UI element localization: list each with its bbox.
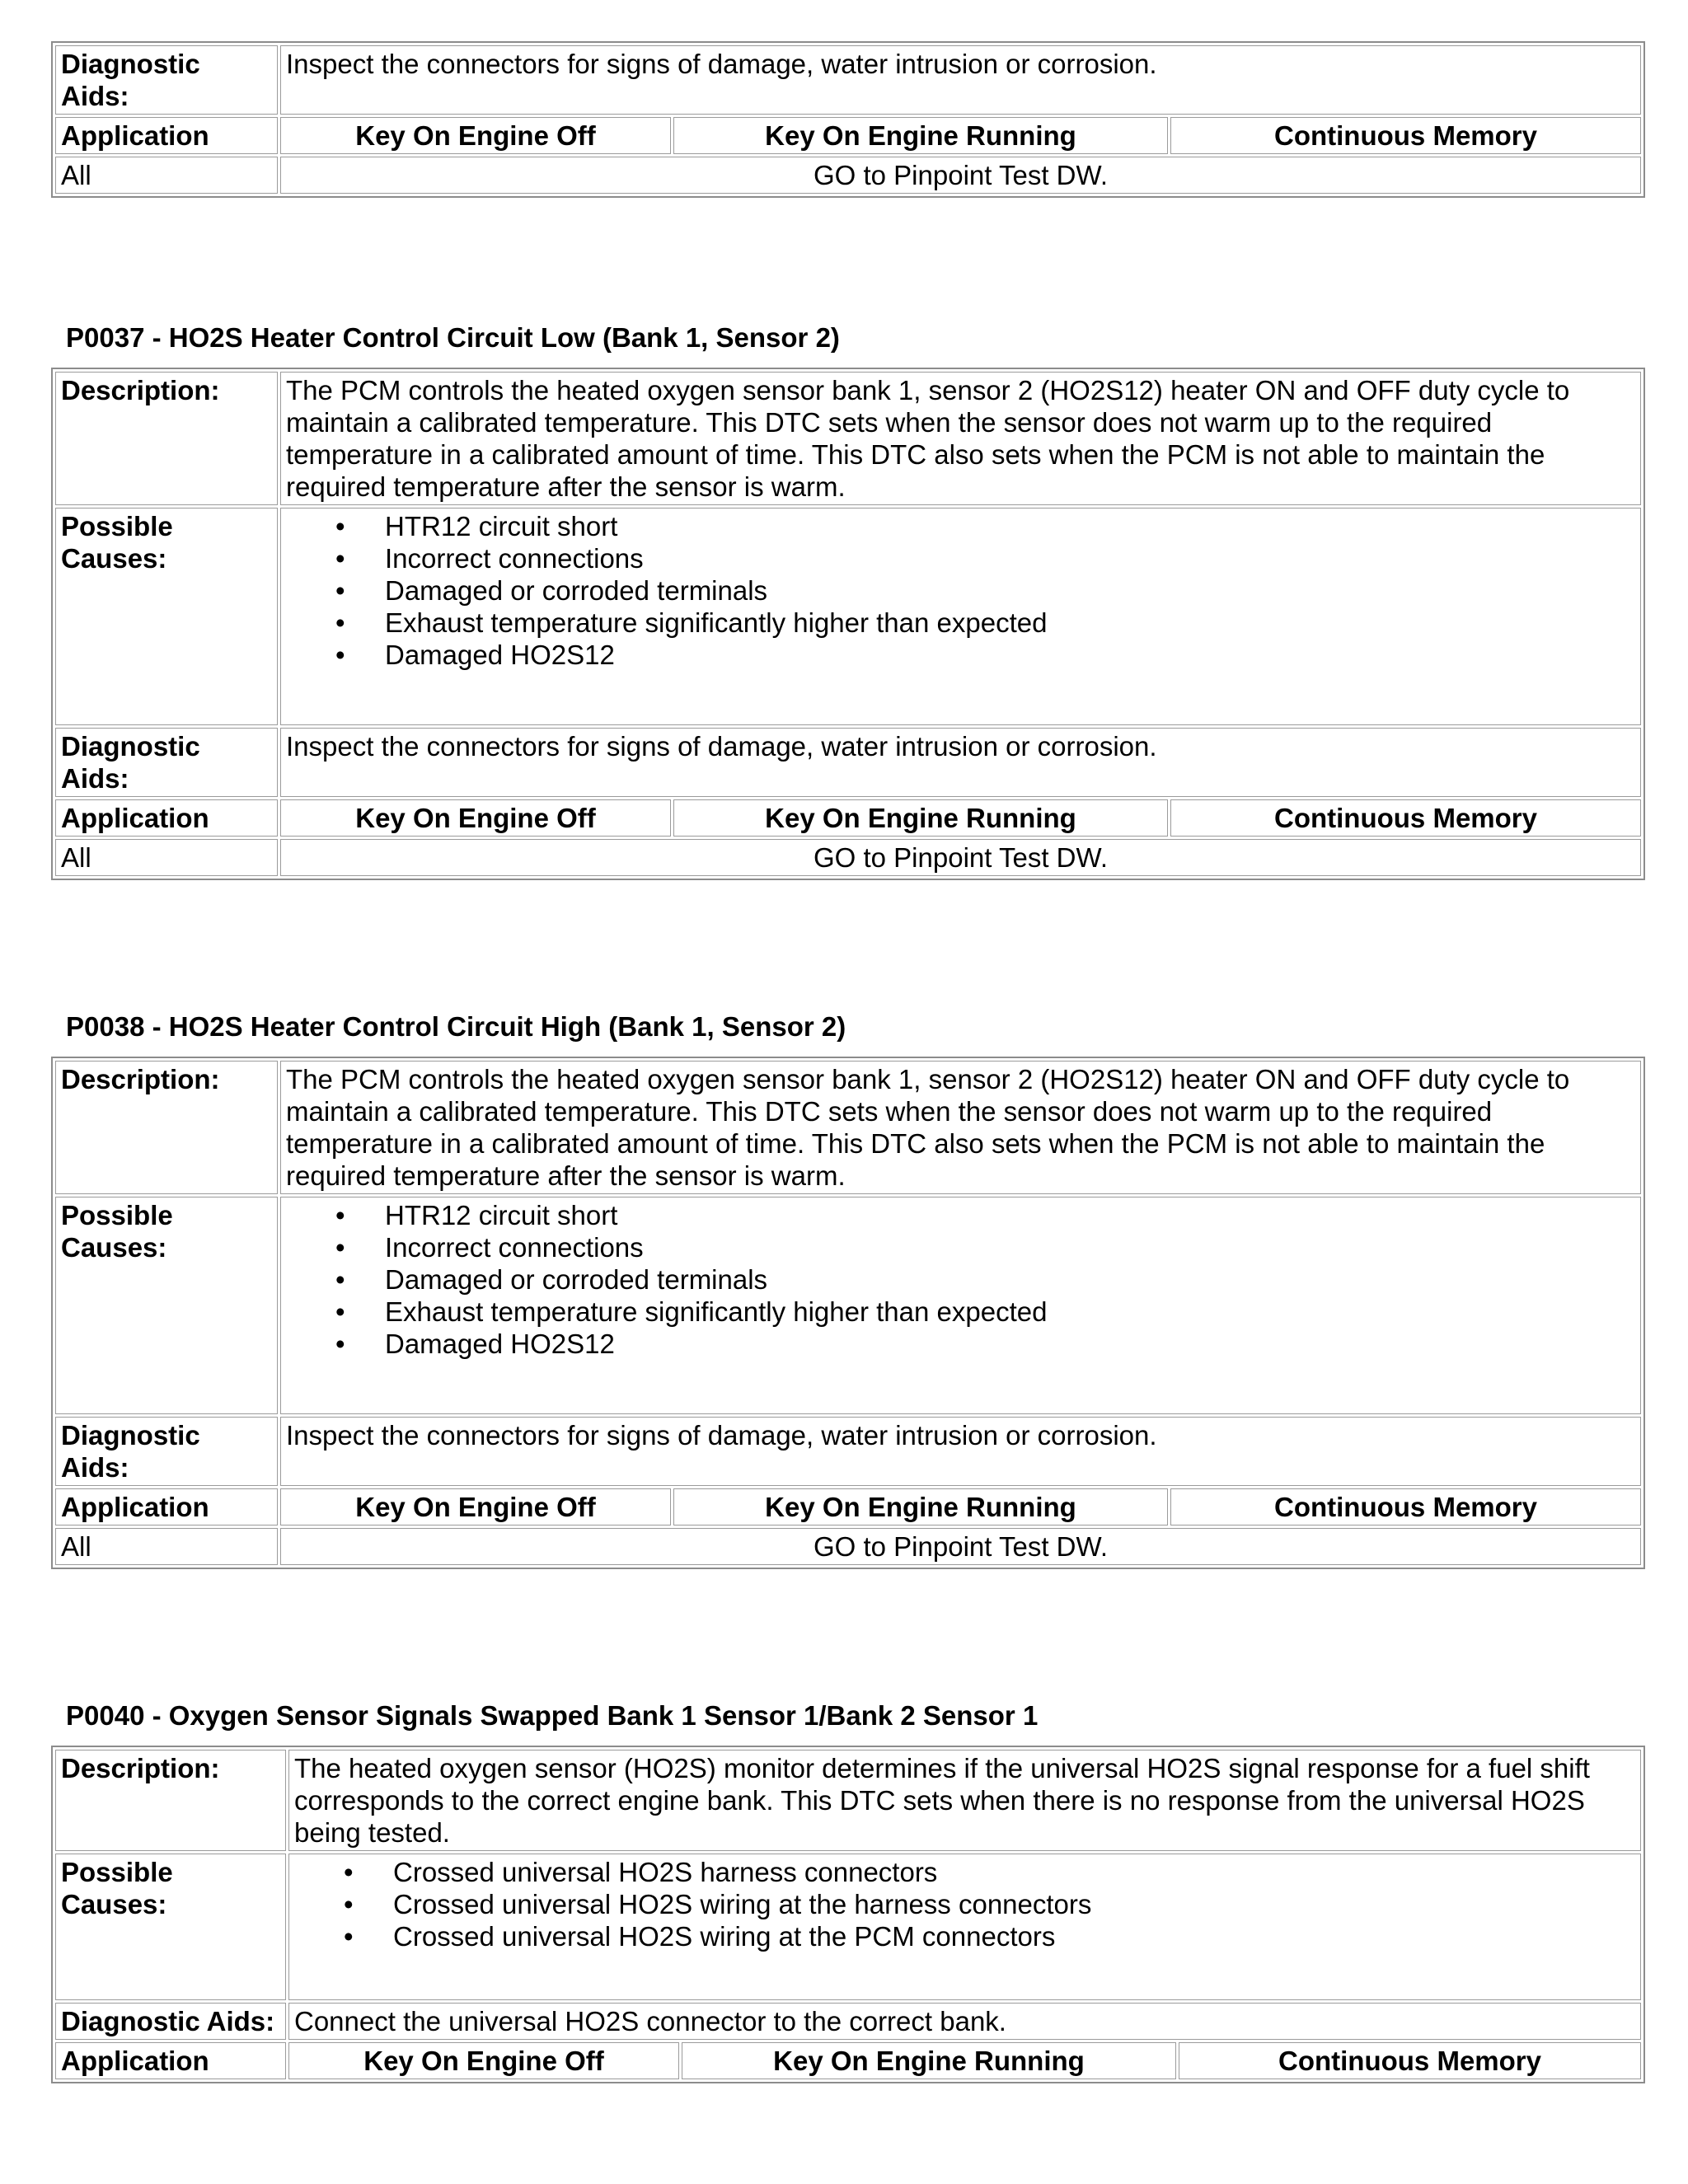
diagnostic-aids-text: Inspect the connectors for signs of damage, water intrusion or corrosion. [280, 45, 1641, 115]
possible-causes-label: Possible Causes: [55, 1197, 278, 1414]
description-text: The heated oxygen sensor (HO2S) monitor determines if the universal HO2S signal response for a fuel shift corresponds to the correct engine bank. This DTC sets when there is no response from the universal HO2S being tested. [288, 1750, 1641, 1851]
cause-item: • Damaged HO2S12 [385, 1328, 1635, 1360]
diagnostic-aids-label: Diagnostic Aids: [55, 1417, 278, 1486]
pinpoint-test-action: GO to Pinpoint Test DW. [280, 157, 1641, 194]
continuous-memory-header: Continuous Memory [1170, 117, 1641, 154]
cause-item: • Exhaust temperature significantly higher than expected [385, 607, 1635, 639]
application-header: Application [55, 2042, 286, 2079]
cause-item: • Damaged or corroded terminals [385, 1263, 1635, 1296]
dtc-table-p0038 [51, 1057, 1645, 1569]
koeo-header: Key On Engine Off [280, 1488, 671, 1526]
koer-header: Key On Engine Running [682, 2042, 1176, 2079]
dtc-table-previous [51, 41, 1645, 198]
diagnostic-aids-label: Diagnostic Aids: [55, 45, 278, 115]
cause-item: • Crossed universal HO2S wiring at the PCM connectors [393, 1920, 1635, 1952]
pinpoint-test-action: GO to Pinpoint Test DW. [280, 1528, 1641, 1565]
cause-item: • HTR12 circuit short [385, 1199, 1635, 1231]
cause-item: • Incorrect connections [385, 1231, 1635, 1263]
continuous-memory-header: Continuous Memory [1179, 2042, 1641, 2079]
description-label: Description: [55, 1061, 278, 1194]
cause-item: • Crossed universal HO2S harness connectors [393, 1856, 1635, 1888]
possible-causes-label: Possible Causes: [55, 1854, 286, 2000]
application-value: All [55, 1528, 278, 1565]
possible-causes-list [280, 508, 1641, 725]
diagnostic-aids-text: Inspect the connectors for signs of damage, water intrusion or corrosion. [280, 728, 1641, 797]
possible-causes-label: Possible Causes: [55, 508, 278, 725]
koer-header: Key On Engine Running [673, 117, 1168, 154]
koeo-header: Key On Engine Off [288, 2042, 679, 2079]
cause-item: • Incorrect connections [385, 542, 1635, 574]
diagnostic-aids-text: Connect the universal HO2S connector to the correct bank. [288, 2003, 1641, 2040]
description-label: Description: [55, 372, 278, 505]
diagnostic-aids-label: Diagnostic Aids: [55, 728, 278, 797]
dtc-title-p0038: P0038 - HO2S Heater Control Circuit High (Bank 1, Sensor 2) [66, 1011, 846, 1042]
diagnostic-aids-label: Diagnostic Aids: [55, 2003, 286, 2040]
dtc-table-p0037 [51, 368, 1645, 880]
cause-item: • Damaged HO2S12 [385, 639, 1635, 671]
cause-item: • HTR12 circuit short [385, 510, 1635, 542]
description-text: The PCM controls the heated oxygen sensor bank 1, sensor 2 (HO2S12) heater ON and OFF duty cycle to maintain a calibrated temperature. This DTC sets when the sensor does not warm up to the required temperature in a calibrated amount of time. This DTC also sets when the PCM is not able to maintain the required temperature after the sensor is warm. [280, 1061, 1641, 1194]
cause-item: • Exhaust temperature significantly higher than expected [385, 1296, 1635, 1328]
koer-header: Key On Engine Running [673, 799, 1168, 837]
application-value: All [55, 839, 278, 876]
dtc-title-p0037: P0037 - HO2S Heater Control Circuit Low (Bank 1, Sensor 2) [66, 322, 840, 353]
application-header: Application [55, 1488, 278, 1526]
koeo-header: Key On Engine Off [280, 117, 671, 154]
continuous-memory-header: Continuous Memory [1170, 1488, 1641, 1526]
pinpoint-test-action: GO to Pinpoint Test DW. [280, 839, 1641, 876]
possible-causes-list [288, 1854, 1641, 2000]
dtc-table-p0040 [51, 1746, 1645, 2083]
koer-header: Key On Engine Running [673, 1488, 1168, 1526]
application-value: All [55, 157, 278, 194]
dtc-title-p0040: P0040 - Oxygen Sensor Signals Swapped Bank 1 Sensor 1/Bank 2 Sensor 1 [66, 1700, 1039, 1731]
description-text: The PCM controls the heated oxygen sensor bank 1, sensor 2 (HO2S12) heater ON and OFF duty cycle to maintain a calibrated temperature. This DTC sets when the sensor does not warm up to the required temperature in a calibrated amount of time. This DTC also sets when the PCM is not able to maintain the required temperature after the sensor is warm. [280, 372, 1641, 505]
continuous-memory-header: Continuous Memory [1170, 799, 1641, 837]
application-header: Application [55, 117, 278, 154]
cause-item: • Crossed universal HO2S wiring at the harness connectors [393, 1888, 1635, 1920]
cause-item: • Damaged or corroded terminals [385, 574, 1635, 607]
description-label: Description: [55, 1750, 286, 1851]
diagnostic-aids-text: Inspect the connectors for signs of damage, water intrusion or corrosion. [280, 1417, 1641, 1486]
application-header: Application [55, 799, 278, 837]
koeo-header: Key On Engine Off [280, 799, 671, 837]
possible-causes-list [280, 1197, 1641, 1414]
